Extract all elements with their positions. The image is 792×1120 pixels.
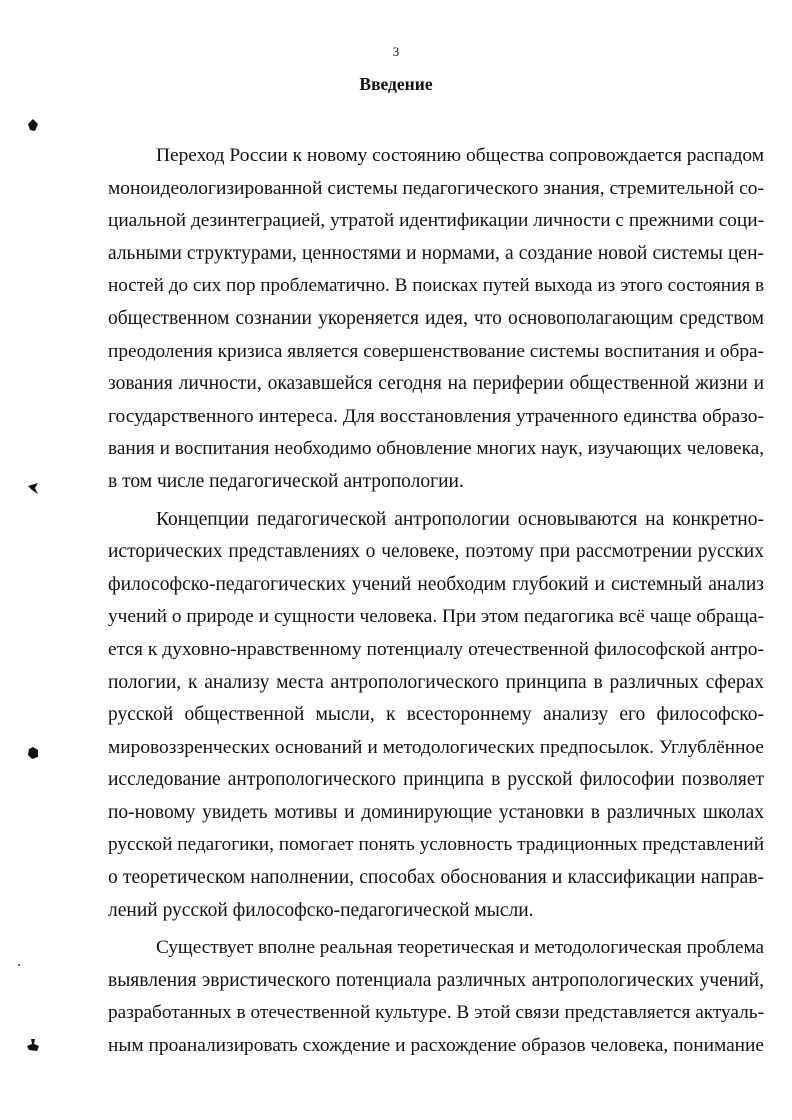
scan-mark <box>26 1038 40 1052</box>
text-line: в том числе педагогической антропологии. <box>108 470 464 492</box>
scan-mark <box>26 118 40 132</box>
text-line: пологии, к анализу места антропологического принципа в различных сферах <box>108 671 764 693</box>
text-line: учений о природе и сущности человека. При этом педагогика всё чаще обраща- <box>108 606 764 628</box>
text-line: Концепции педагогической антропологии основываются на конкретно- <box>156 508 764 530</box>
text-line: русской общественной мысли, к всестороннему анализу его философско- <box>108 704 764 726</box>
paragraph-3 <box>108 932 764 1062</box>
scan-mark <box>26 746 40 760</box>
scan-mark <box>26 482 40 496</box>
page-title: Введение <box>359 74 433 94</box>
text-line: лений русской философско-педагогической мысли. <box>108 899 534 921</box>
text-line: по-новому увидеть мотивы и доминирующие установки в различных школах <box>108 801 764 823</box>
text-line: разработанных в отечественной культуре. В этой связи представляется актуаль- <box>108 1002 764 1024</box>
text-line: вания и воспитания необходимо обновление многих наук, изучающих человека, <box>108 438 764 460</box>
paragraph-1 <box>108 140 764 499</box>
text-line: Переход России к новому состоянию общества сопровождается распадом <box>156 145 764 166</box>
text-line: государственного интереса. Для восстановления утраченного единства образо- <box>108 405 764 427</box>
text-line: о теоретическом наполнении, способах обоснования и классификации направ- <box>108 867 764 889</box>
text-line: русской педагогики, помогает понять условность традиционных представлений <box>108 834 764 856</box>
text-line: циальной дезинтеграцией, утратой идентификации личности с прежними соци- <box>108 210 764 232</box>
paragraph-2 <box>108 504 764 928</box>
text-line: ным проанализировать схождение и расхождение образов человека, понимание <box>108 1035 764 1057</box>
text-line: исследование антропологического принципа в русской философии позволяет <box>108 769 764 791</box>
text-line: преодоления кризиса является совершенствование системы воспитания и обра- <box>108 340 764 362</box>
body-text <box>108 140 764 1063</box>
text-line: общественном сознании укореняется идея, что основополагающим средством <box>108 307 764 329</box>
text-line: ется к духовно-нравственному потенциалу отечественной философской антро- <box>108 638 764 660</box>
text-line: мировоззренческих оснований и методологических предпосылок. Углублённое <box>108 736 764 758</box>
text-line: выявления эвристического потенциала различных антропологических учений, <box>108 969 764 991</box>
text-line: ностей до сих пор проблематично. В поисках путей выхода из этого состояния в <box>108 275 764 297</box>
text-line: философско-педагогических учений необходим глубокий и системный анализ <box>108 573 764 595</box>
scan-dot <box>18 964 20 966</box>
text-line: моноидеологизированной системы педагогического знания, стремительной со- <box>108 177 764 199</box>
text-line: Существует вполне реальная теоретическая и методологическая проблема <box>156 937 764 959</box>
text-line: исторических представлениях о человеке, поэтому при рассмотрении русских <box>108 541 764 563</box>
text-line: зования личности, оказавшейся сегодня на периферии общественной жизни и <box>108 373 764 395</box>
page-number: 3 <box>392 44 400 59</box>
text-line: альными структурами, ценностями и нормами, а создание новой системы цен- <box>108 242 764 264</box>
